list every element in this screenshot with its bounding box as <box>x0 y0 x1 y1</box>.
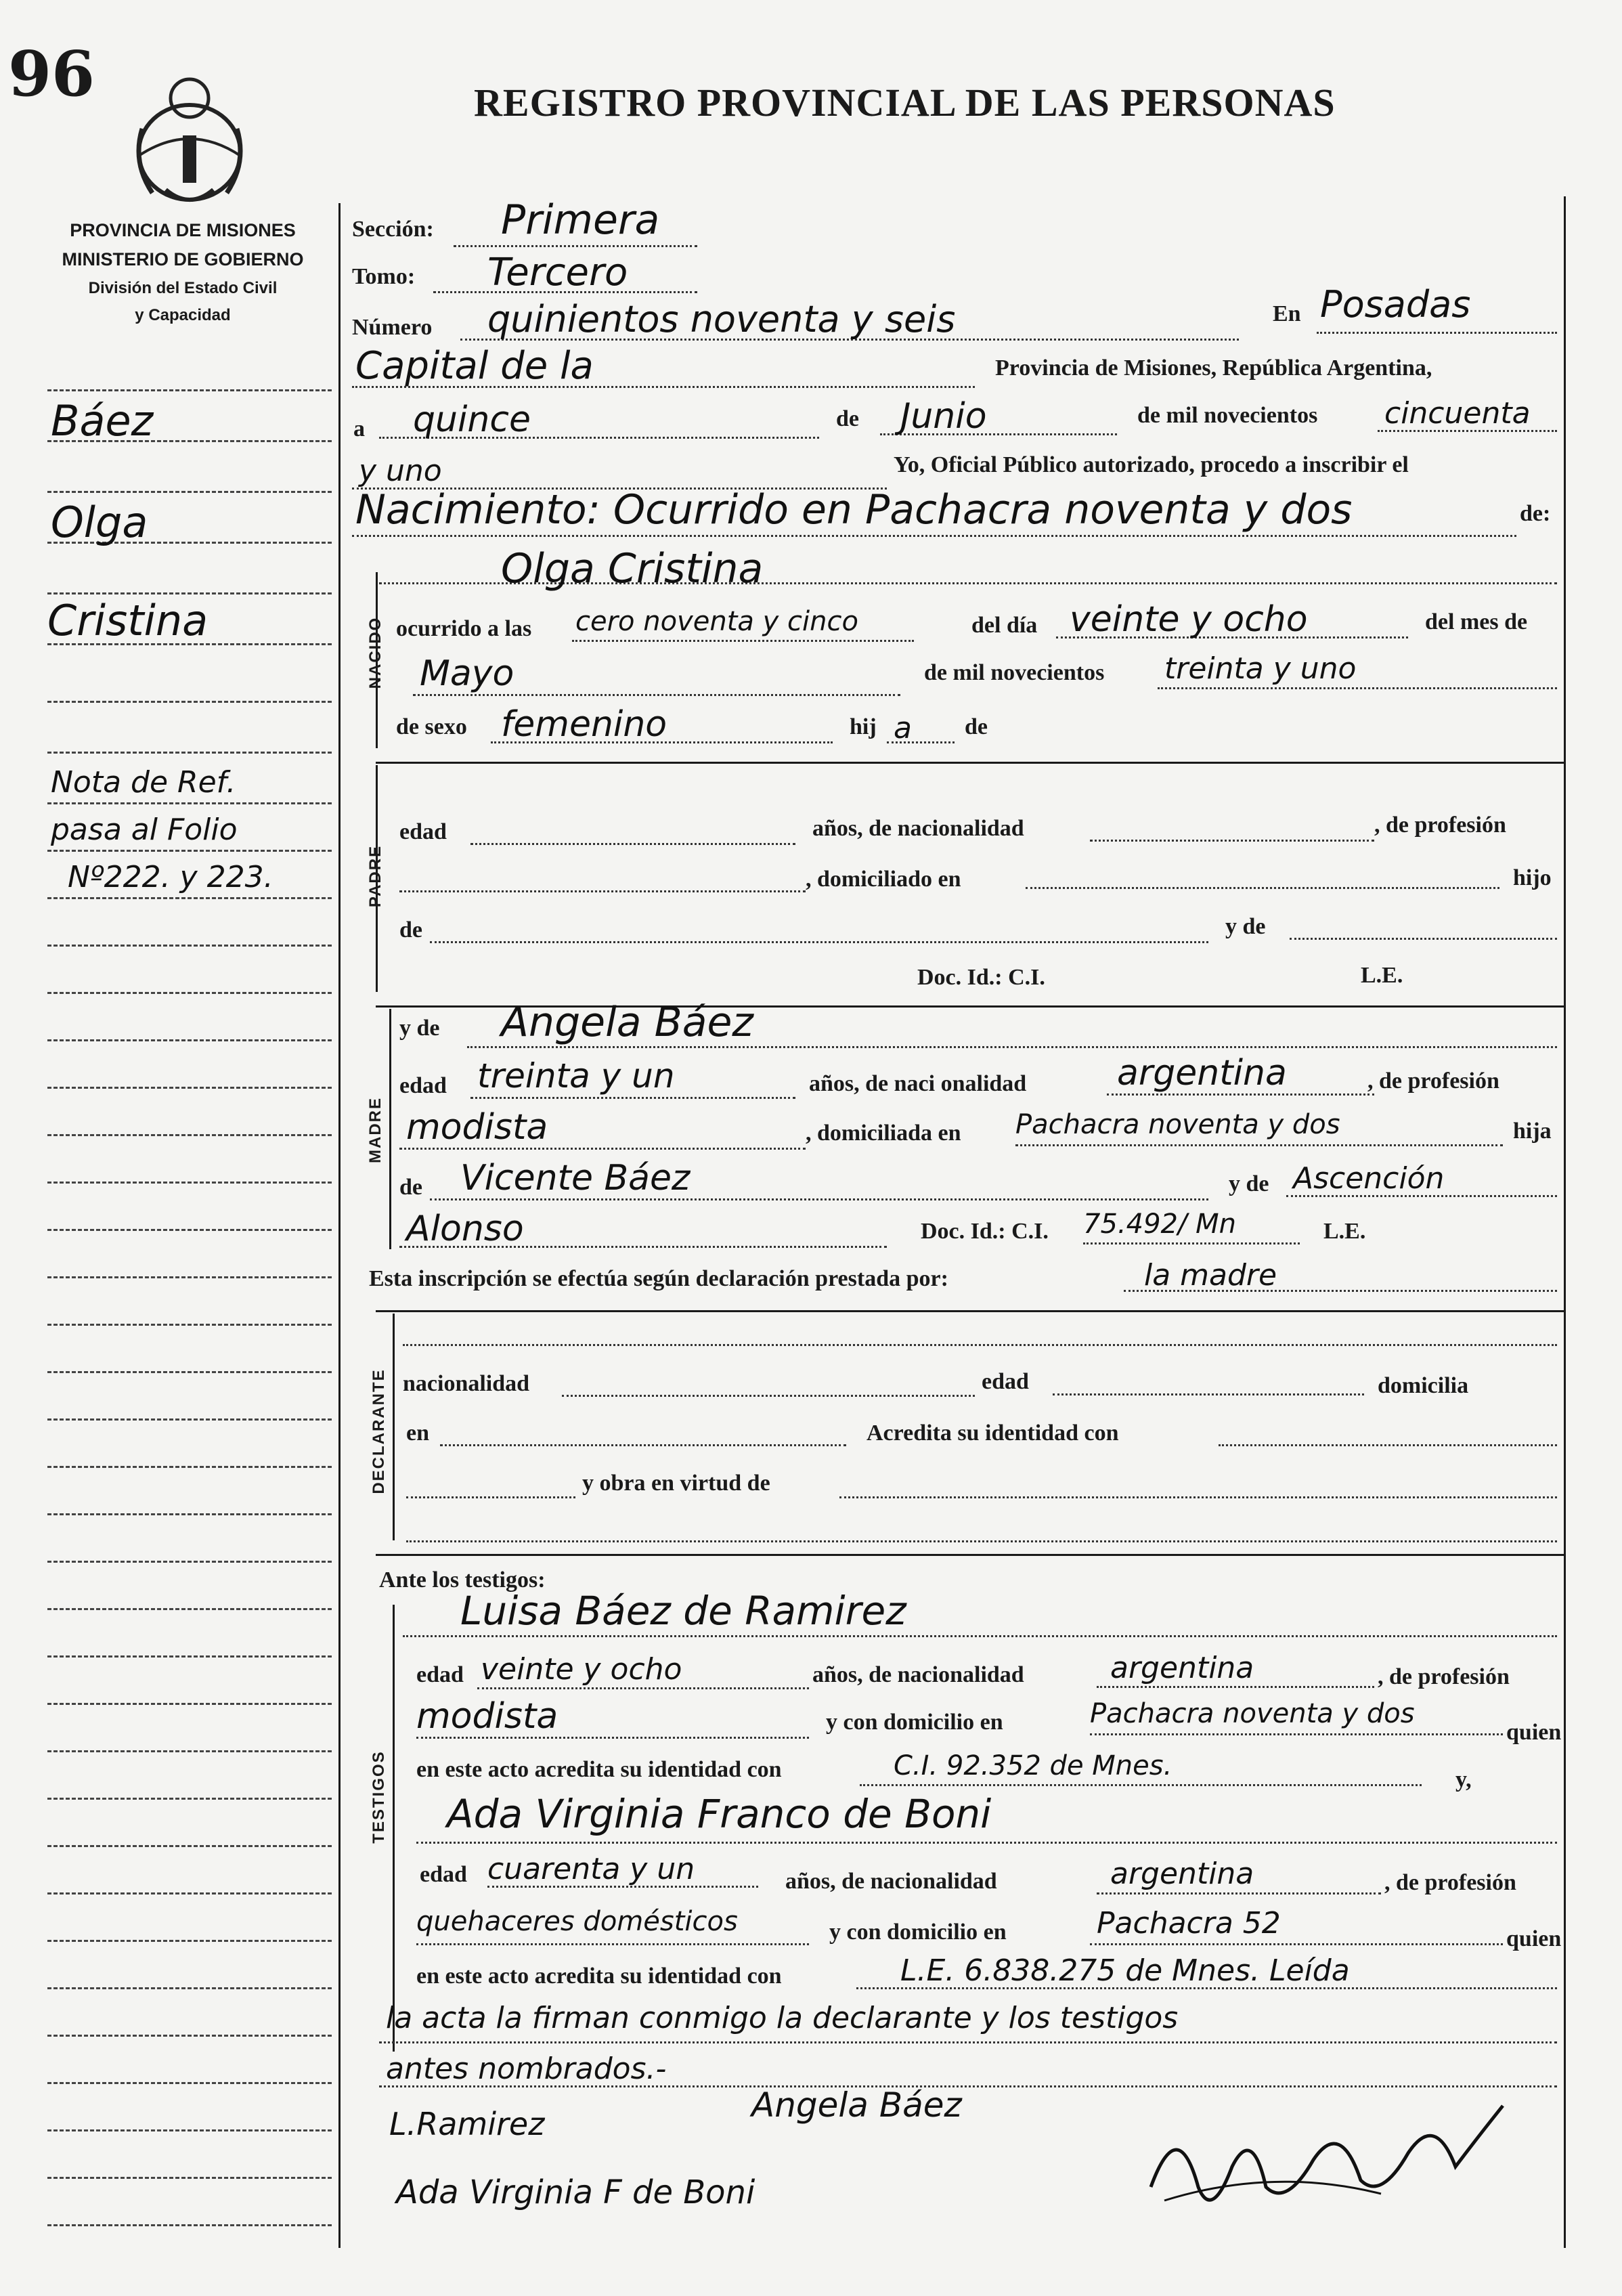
padre-yde-label: y de <box>1225 914 1266 939</box>
de-label: de <box>836 406 859 431</box>
padre-doc-label: Doc. Id.: C.I. <box>917 965 1045 990</box>
capital-value: Capital de la <box>355 344 594 388</box>
t1-prof-label: , de profesión <box>1378 1664 1510 1689</box>
del-dia-label: del día <box>971 613 1038 638</box>
t2-nac-label: años, de nacionalidad <box>785 1869 997 1894</box>
decl-acredita-label: Acredita su identidad con <box>867 1421 1119 1446</box>
decl-edad-label: edad <box>982 1369 1029 1394</box>
madre-doc-label: Doc. Id.: C.I. <box>921 1219 1049 1244</box>
madre-edad-label: edad <box>399 1073 447 1098</box>
madre-yde-label: y de <box>399 1016 440 1041</box>
padre-de-label: de <box>399 917 422 943</box>
en-label: En <box>1273 301 1301 326</box>
dia-nac-value: veinte y ocho <box>1070 599 1308 640</box>
de-colon-label: de: <box>1520 501 1551 526</box>
t1-id-value: C.I. 92.352 de Mnes. <box>894 1750 1172 1781</box>
nombre-value: Olga Cristina <box>501 545 764 592</box>
sexo-value: femenino <box>501 704 667 745</box>
page-title: REGISTRO PROVINCIAL DE LAS PERSONAS <box>474 81 1336 125</box>
madre-dom-value: Pachacra noventa y dos <box>1015 1109 1340 1140</box>
t2-dom-label: y con domicilio en <box>829 1920 1007 1945</box>
decl-en-label: en <box>406 1421 429 1446</box>
en-value: Posadas <box>1320 283 1471 326</box>
cierre2-value: antes nombrados.- <box>386 2052 667 2086</box>
hij-value: a <box>894 711 912 745</box>
madre-label: MADRE <box>366 1097 385 1163</box>
madre-yde2-label: y de <box>1229 1171 1269 1196</box>
side-note1: Nota de Ref. <box>51 765 236 800</box>
seccion-label: Sección: <box>352 217 434 242</box>
padre-nac-label: años, de nacionalidad <box>812 816 1024 841</box>
t1-edad-label: edad <box>416 1662 464 1687</box>
numero-value: quinientos noventa y seis <box>487 298 956 341</box>
t1-nombre-value: Luisa Báez de Ramirez <box>460 1588 906 1634</box>
padre-edad-label: edad <box>399 819 447 844</box>
t2-edad-label: edad <box>420 1862 467 1887</box>
madre-nombre-value: Angela Báez <box>501 999 753 1046</box>
padre-label: PADRE <box>366 844 385 908</box>
t2-dom-value: Pachacra 52 <box>1097 1906 1281 1941</box>
dia-value: quince <box>413 399 531 440</box>
t2-quien-label: quien <box>1506 1926 1562 1951</box>
tipo-value: Nacimiento: Ocurrido en Pachacra noventa y dos <box>355 486 1353 534</box>
anio-nac-value: treinta y uno <box>1164 651 1357 686</box>
decl-domicilia-label: domicilia <box>1378 1373 1469 1398</box>
madre-hija-label: hija <box>1513 1119 1552 1144</box>
mes-value: Junio <box>900 396 987 437</box>
anio2-value: y uno <box>359 454 442 488</box>
padre-dom-label: , domiciliado en <box>806 867 961 892</box>
nacido-label: NACIDO <box>366 616 385 689</box>
side-surname: Báez <box>51 396 154 446</box>
a-label: a <box>353 416 365 441</box>
sexo-label: de sexo <box>396 714 467 739</box>
t1-acto-label: en este acto acredita su identidad con <box>416 1757 782 1782</box>
declarante-label: DECLARANTE <box>370 1368 388 1494</box>
t1-prof-value: modista <box>416 1696 558 1737</box>
side-ministry: MINISTERIO DE GOBIERNO <box>62 249 304 269</box>
t1-dom-value: Pachacra noventa y dos <box>1090 1698 1415 1729</box>
t2-prof-label: , de profesión <box>1384 1870 1516 1895</box>
inscripcion-label: Esta inscripción se efectúa según declaración prestada por: <box>369 1266 948 1291</box>
side-capacity: y Capacidad <box>135 306 231 324</box>
tomo-label: Tomo: <box>352 264 416 289</box>
t1-y-label: y, <box>1455 1767 1472 1792</box>
signature-angela: Angela Báez <box>751 2085 962 2125</box>
t1-edad-value: veinte y ocho <box>481 1652 682 1687</box>
madre-madre-value: Ascención <box>1293 1161 1445 1196</box>
mil-nov2-label: de mil novecientos <box>924 660 1105 685</box>
side-province: PROVINCIA DE MISIONES <box>70 220 296 240</box>
side-note3: Nº222. y 223. <box>68 860 273 894</box>
madre-de-label: de <box>399 1175 422 1200</box>
ocurrido-label: ocurrido a las <box>396 616 532 641</box>
padre-prof-label: , de profesión <box>1374 813 1506 838</box>
t1-quien-label: quien <box>1506 1720 1562 1745</box>
coat-of-arms-icon <box>125 74 254 210</box>
folio-number: 96 <box>8 37 95 110</box>
madre-nac-value: argentina <box>1117 1053 1287 1093</box>
padre-hijo-label: hijo <box>1513 865 1552 890</box>
side-division: División del Estado Civil <box>88 279 278 297</box>
tomo-value: Tercero <box>487 251 628 295</box>
del-mes-label: del mes de <box>1425 609 1528 634</box>
madre-ci-value: 75.492/ Mn <box>1083 1209 1237 1240</box>
madre-prof-label: , de profesión <box>1367 1068 1499 1093</box>
madre-prof-value: modista <box>406 1107 548 1148</box>
t2-acto-label: en este acto acredita su identidad con <box>416 1964 782 1989</box>
side-name2: Cristina <box>47 596 209 645</box>
signature-ada: Ada Virginia F de Boni <box>396 2173 755 2211</box>
yo-label: Yo, Oficial Público autorizado, procedo a inscribir el <box>894 452 1409 477</box>
hora-value: cero noventa y cinco <box>575 606 858 637</box>
hij-label: hij <box>850 714 877 739</box>
t2-id-value: L.E. 6.838.275 de Mnes. Leída <box>900 1953 1350 1988</box>
t1-dom-label: y con domicilio en <box>826 1710 1003 1735</box>
t2-nac-value: argentina <box>1110 1857 1254 1891</box>
provincia-label: Provincia de Misiones, República Argentina, <box>995 355 1432 381</box>
madre-dom-label: , domiciliada en <box>806 1121 961 1146</box>
madre-nac-label: años, de naci onalidad <box>809 1071 1027 1096</box>
declarante-value: la madre <box>1144 1258 1277 1293</box>
decl-obra-label: y obra en virtud de <box>582 1471 770 1496</box>
t2-nombre-value: Ada Virginia Franco de Boni <box>447 1791 992 1837</box>
madre-le-label: L.E. <box>1323 1219 1366 1244</box>
mes-nac-value: Mayo <box>420 653 514 694</box>
t2-edad-value: cuarenta y un <box>487 1852 695 1886</box>
madre-edad-value: treinta y un <box>477 1056 675 1096</box>
official-signature-icon <box>1137 2085 1516 2234</box>
t1-nac-label: años, de nacionalidad <box>812 1662 1024 1687</box>
padre-le-label: L.E. <box>1361 963 1403 988</box>
side-name1: Olga <box>51 498 148 547</box>
signature-ramirez: L.Ramirez <box>389 2106 545 2142</box>
ante-label: Ante los testigos: <box>379 1567 546 1593</box>
decl-nac-label: nacionalidad <box>403 1371 530 1396</box>
numero-label: Número <box>352 315 433 340</box>
t2-prof-value: quehaceres domésticos <box>416 1906 738 1937</box>
cierre1-value: la acta la firman conmigo la declarante y los testigos <box>386 2001 1179 2035</box>
testigos-label: TESTIGOS <box>370 1750 388 1844</box>
madre-padre-value: Vicente Báez <box>460 1158 691 1198</box>
seccion-value: Primera <box>501 196 660 244</box>
t1-nac-value: argentina <box>1110 1651 1254 1685</box>
mil-novecientos-label: de mil novecientos <box>1137 403 1318 428</box>
anio-value: cincuenta <box>1384 396 1531 431</box>
side-note2: pasa al Folio <box>51 813 238 847</box>
de2-label: de <box>965 714 988 739</box>
madre-madre2-value: Alonso <box>406 1209 524 1249</box>
